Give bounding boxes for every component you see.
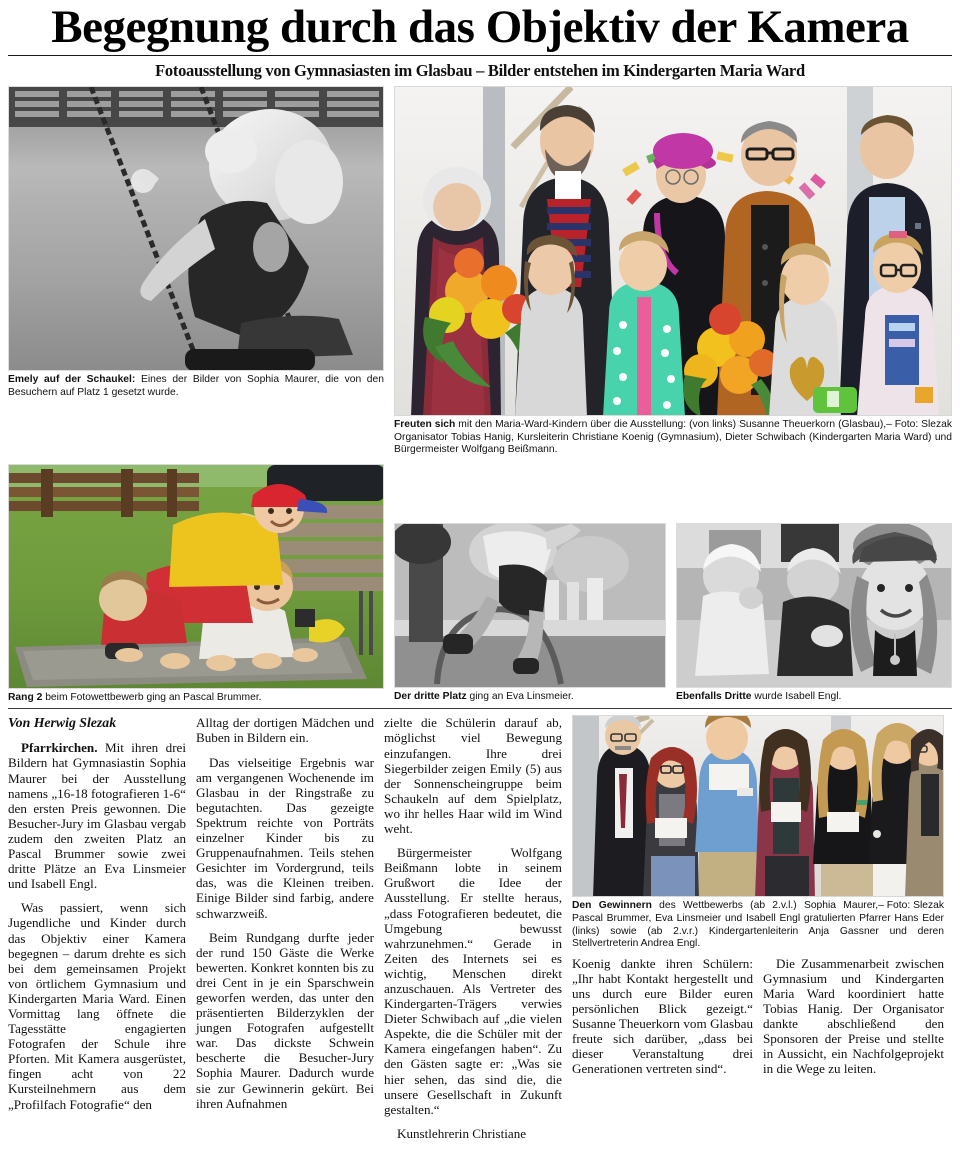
- swing-photo-block: [8, 86, 384, 457]
- article-paragraph: Alltag der dortigen Mädchen und Buben in Bildern ein.: [196, 715, 374, 746]
- child-climbing-photo: [394, 523, 666, 688]
- sandbox-photo-art: [677, 524, 952, 688]
- article-paragraph: Beim Rundgang durfte jeder der rund 150 Gäste die Werke bewerten. Konkret konnten bis zu drei Cent in je ein Sparschwein geworfen werden, das unter den präsentierten Bilderzyklen der jungen Fotografen aufgestellt war. Das dickste Schwein bescherte die Besucher-Jury Sophia Maurer. Dadurch wurde sie zur Gewinnerin gekürt. Bei ihren Aufnahmen: [196, 929, 374, 1111]
- article-right-stack: [572, 715, 944, 1150]
- page-headline: Begegnung durch das Objektiv der Kamera: [51, 1, 909, 53]
- pile-photo-art: [9, 465, 384, 689]
- article-body: [8, 715, 952, 1150]
- swing-photo-caption: [8, 374, 384, 399]
- photo-credit: – Foto: Slezak: [878, 900, 944, 912]
- caption-rest: ging an Eva Linsmeier.: [466, 690, 574, 702]
- group-photo-opening: [394, 86, 952, 416]
- article-dateline: Pfarrkirchen.: [21, 740, 98, 756]
- children-pile-photo: [8, 464, 384, 689]
- caption-lead: Den Gewinnern: [572, 900, 652, 912]
- article-column-1: [8, 715, 186, 1150]
- top-photo-row: [8, 86, 952, 457]
- article-paragraph: Kunstlehrerin Christiane: [397, 1125, 527, 1141]
- article-paragraph: zielte die Schülerin darauf ab, möglichst viel Bewegung einzufangen. Ihre drei Siegerbilder zeigen Emily (5) aus der Sonnenscheingruppe beim Schaukeln auf dem Spielplatz, wo ihr helles Haar wild im Wind weht.: [384, 715, 562, 837]
- middle-photo-row: [8, 464, 952, 705]
- pile-photo-block: [8, 464, 384, 705]
- caption-lead: Ebenfalls Dritte: [676, 690, 752, 702]
- article-column-5: [763, 956, 944, 1086]
- winners-photo-art: [573, 716, 944, 897]
- climb-photo-art: [395, 524, 666, 688]
- article-column-4: [572, 956, 753, 1086]
- caption-lead: Emely auf der Schaukel:: [8, 374, 136, 385]
- sandbox-photo-caption: [676, 691, 952, 704]
- caption-lead: Rang 2: [8, 691, 43, 703]
- group-photo-caption: [394, 419, 952, 457]
- caption-lead: Freuten sich: [394, 419, 456, 430]
- caption-rest: Eines der Bilder von Sophia Maurer, die von den Besuchern auf Platz 1 gesetzt wurde.: [8, 374, 384, 398]
- caption-lead: Der dritte Platz: [394, 690, 467, 702]
- caption-rest: des Wettbewerbs (ab 2.v.l.) Sophia Maurer, Pascal Brummer, Eva Linsmeier und Isabell Engl gratulierten Pfarrer Hans Eder (links) sowie (ab 2.v.r.) Kindergartenleiterin Anja Gassner und deren Stellvertreterin Andrea Engl.: [572, 900, 944, 950]
- pile-photo-caption: [8, 692, 384, 705]
- masthead: [8, 0, 952, 81]
- photo-credit: – Foto: Slezak: [886, 419, 952, 430]
- body-separator-rule: [8, 708, 952, 709]
- group-photo-block: [394, 86, 952, 457]
- caption-rest: wurde Isabell Engl.: [751, 690, 842, 702]
- caption-rest: mit den Maria-Ward-Kindern über die Ausstellung: (von links) Susanne Theuerkorn (Glasbau), Organisator Tobias Hanig, Kursleiterin Christiane Koenig (Gymnasium), Dieter Schwibach (Kindergarten Maria Ward) und Bürgermeister Wolfgang Beißmann.: [394, 419, 952, 456]
- winners-award-photo: [572, 715, 944, 897]
- children-playing-photo: [676, 523, 952, 688]
- climb-photo-caption: [394, 691, 666, 704]
- paragraph-text: Mit ihren drei Bildern hat Gymnasiastin Sophia Maurer bei der Ausstellung namens „16-18 fotografieren 1-6“ den ersten Preis gewonnen. Die Besucher-Jury im Glasbau vergab zudem den zweiten Platz an Pascal Brummer sowie zwei dritte Plätze an Eva Linsmeier und Isabell Engl.: [8, 740, 186, 892]
- article-column-2: [196, 715, 374, 1150]
- article-paragraph: Was passiert, wenn sich Jugendliche und Kinder durch das Objektiv einer Kamera begegnen – darum drehte es sich bei dem gemeinsamen Projekt von örtlichem Gymnasium und Kindergarten Maria Ward. Einen Vormittag lang öffnete die Tagesstätte engagierten Fotografen der Schule ihre Pforten. Mit Kamera ausgerüstet, fingen acht von 22 Kursteilnehmern aus dem „Profilfach Fotografie“ den: [8, 900, 186, 1112]
- article-paragraph: Die Zusammenarbeit zwischen Gymnasium und Kindergarten Maria Ward koordiniert hatte Tobias Hanig. Der Organisator dankte abschließend den Sponsoren der Preise und stellte in Aussicht, ein Nachfolgeprojekt in die Wege zu leiten.: [763, 955, 944, 1077]
- article-paragraph: Das vielseitige Ergebnis war am vergangenen Wochenende im Glasbau in der Ringstraße zu begutachten. Das gezeigte Spektrum reichte von Porträts einzelner Kinder bis zu Gruppenaufnahmen. Teils stehen Gesichter im Vordergrund, teils das, was die Kleinen treiben. Einige Bilder sind farbig, andere schwarzweiß.: [196, 754, 374, 921]
- group-photo-art: [395, 87, 952, 416]
- sandbox-photo-block: [676, 464, 952, 705]
- article-column-3: [384, 715, 562, 1150]
- swing-photo-art: [9, 87, 384, 371]
- girl-on-swing-photo: [8, 86, 384, 371]
- article-paragraph: Bürgermeister Wolfgang Beißmann lobte in seinem Grußwort die Idee der Ausstellung. Er stellte heraus, „dass Fotografieren bedeutet, die Umgebung bewusst wahrzunehmen.“ Gerade in Zeiten des Internets sei es wichtig, Menschen direkt anzuschauen. Als Vertreter des Kindergarten-Trägers verwies Dieter Schwibach auf „die vielen Aspekte, die die Schüler mit der Kamera eingefangen haben“. Zu den Gästen sagte er: „Was sie hier sehen, das sind die, die unsere Gesellschaft in Zukunft gestalten.“: [384, 845, 562, 1117]
- climb-photo-block: [394, 464, 666, 705]
- article-paragraph: Koenig dankte ihren Schülern: „Ihr habt Kontakt hergestellt und uns durch eure Bilder euren persönlichen Blick gezeigt.“ Susanne Theuerkorn vom Glasbau freute sich darüber, „dass bei dieser Veranstaltung drei Generationen vertreten sind“.: [572, 955, 753, 1077]
- article-paragraph: [8, 740, 186, 891]
- page-subheadline: Fotoausstellung von Gymnasiasten im Glasbau – Bilder entstehen im Kindergarten Maria Ward: [155, 61, 805, 80]
- winners-photo-caption: [572, 900, 944, 950]
- caption-rest: beim Fotowettbewerb ging an Pascal Brummer.: [42, 691, 262, 703]
- headline-rule: [8, 55, 952, 56]
- article-byline: Von Herwig Slezak: [8, 715, 117, 731]
- article-right-columns: [572, 956, 944, 1086]
